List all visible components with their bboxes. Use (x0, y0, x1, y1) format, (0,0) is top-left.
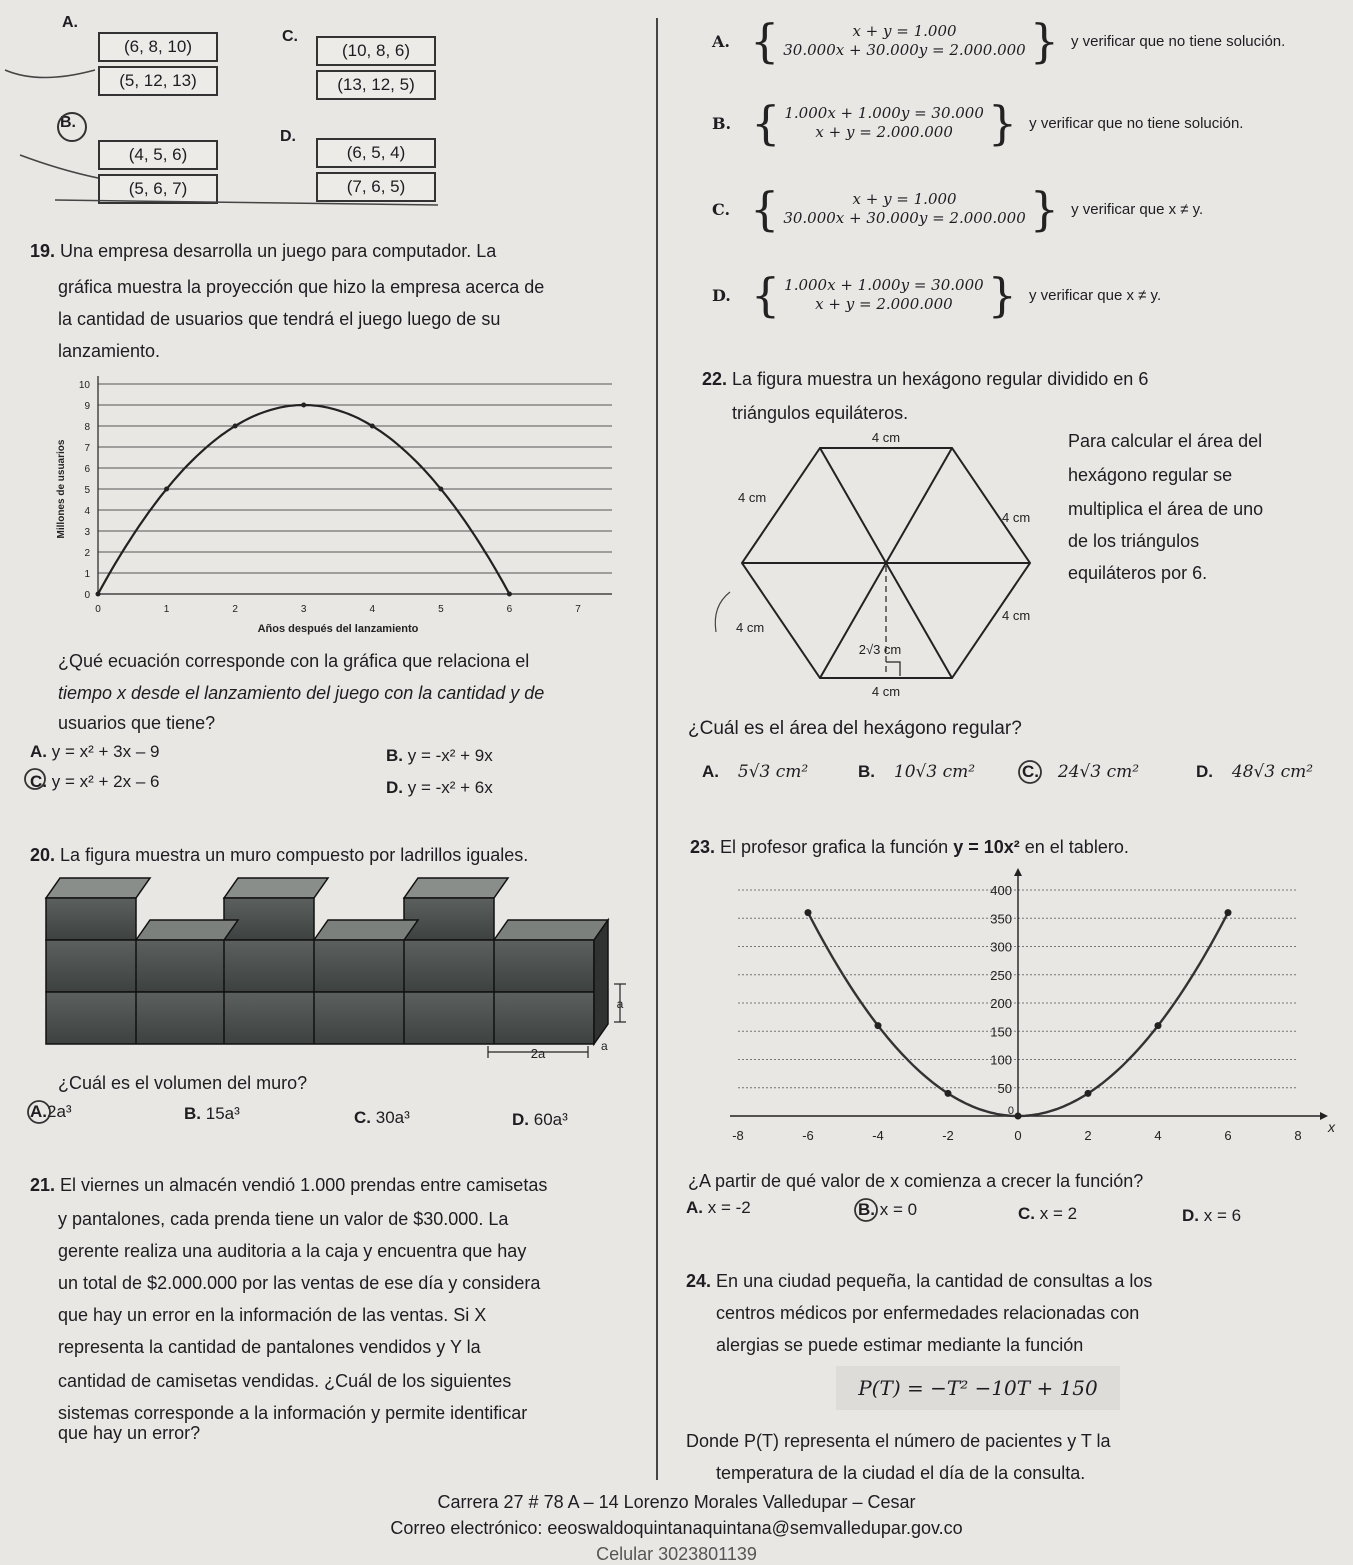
q20-statement: La figura muestra un muro compuesto por ladrillos iguales. (60, 845, 529, 865)
q23-y-tick-label: 150 (990, 1024, 1012, 1040)
q22-label-top: 4 cm (871, 430, 901, 445)
q19-data-point (438, 487, 443, 492)
q22-label-lower-left: 4 cm (736, 620, 765, 635)
q19-x-tick-label: 6 (506, 604, 513, 615)
q19-text-line1 (30, 238, 650, 264)
q22-text-line1 (702, 366, 1342, 392)
column-divider (656, 18, 658, 1480)
q21-option-a[interactable]: A. { x + y = 1.000 30.000x + 30.000y = 2.000.000 } y verificar que no tiene solución. (712, 14, 1286, 68)
q19-text-line4: lanzamiento. (58, 341, 161, 361)
q22-option-c-mark (1016, 758, 1044, 786)
q23-y-tick-label: 0 (1007, 1105, 1014, 1117)
q19-option-d[interactable]: D. y = -x² + 6x (386, 778, 493, 797)
q22-label-upper-right: 4 cm (1002, 510, 1031, 525)
q19-y-tick-label: 4 (84, 506, 90, 517)
q19-option-a[interactable]: A. y = x² + 3x – 9 (30, 742, 160, 761)
q21-line-7: cantidad de camisetas vendidas. ¿Cuál de los siguientes (58, 1371, 512, 1391)
q21-option-c[interactable]: C. { x + y = 1.000 30.000x + 30.000y = 2.000.000 } y verificar que x ≠ y. (712, 182, 1204, 236)
q23-data-point (875, 1022, 882, 1029)
q23-y-tick-label: 300 (990, 939, 1012, 955)
q23-option-b-mark (852, 1196, 880, 1224)
q22-text-1: La figura muestra un hexágono regular dividido en 6 (732, 369, 1149, 389)
q22-label-bottom: 4 cm (871, 684, 901, 699)
q19-option-b[interactable]: B. y = -x² + 9x (386, 746, 493, 765)
q23-y-tick-label: 50 (997, 1080, 1012, 1096)
q18-option-a-row1: (6, 8, 10) (98, 32, 218, 62)
q24-line-3: alergias se puede estimar mediante la función (716, 1335, 1084, 1355)
q23-x-tick-label: -6 (802, 1128, 814, 1143)
q22-option-a[interactable]: A. 5√3 cm² (702, 762, 809, 782)
q19-x-tick-label: 5 (438, 604, 444, 615)
q19-x-tick-label: 7 (575, 604, 581, 615)
q21-line-4: un total de $2.000.000 por las ventas de ese día y considera (58, 1273, 541, 1293)
q23-x-tick-label: 6 (1224, 1128, 1232, 1143)
q19-x-tick-label: 3 (300, 604, 307, 615)
q19-chart (30, 370, 630, 642)
q19-question-2: tiempo x desde el lanzamiento del juego con la cantidad y de (58, 683, 545, 703)
q18-option-b-label: B. (60, 114, 76, 131)
q23-function: y = 10x² (953, 837, 1020, 857)
q24-number: 24. (686, 1271, 712, 1291)
q22-height-label: 2√3 cm (858, 642, 902, 657)
q23-data-point (1015, 1113, 1022, 1120)
q21-line-8: sistemas corresponde a la información y permite identificar (58, 1403, 528, 1423)
q20-option-d[interactable]: D. 60a³ (512, 1110, 568, 1129)
q19-y-tick-label: 10 (78, 380, 90, 391)
q18-option-c-label: C. (282, 28, 298, 45)
q22-question: ¿Cuál es el área del hexágono regular? (688, 718, 1022, 739)
q19-data-point (301, 403, 306, 408)
q23-question: ¿A partir de qué valor de x comienza a crecer la función? (688, 1171, 1144, 1191)
q21-line-6: representa la cantidad de pantalones vendidos y Y la (58, 1337, 481, 1357)
pencil-marks (0, 40, 440, 210)
q21-number: 21. (30, 1175, 56, 1195)
q21-text-0: El viernes un almacén vendió 1.000 prendas entre camisetas (60, 1175, 548, 1195)
q19-option-c-mark (22, 766, 48, 792)
q22-side-4: de los triángulos (1068, 531, 1200, 551)
q23-x-tick-label: -4 (872, 1128, 884, 1143)
footer-email: Correo electrónico: eeoswaldoquintanaquintana@semvalledupar.gov.co (390, 1518, 963, 1538)
q23-option-c[interactable]: C. x = 2 (1018, 1204, 1078, 1223)
q23-y-tick-label: 400 (990, 883, 1012, 898)
q23-y-tick-label: 200 (990, 996, 1012, 1011)
q22-option-c[interactable]: C. 24√3 cm² (1022, 762, 1140, 782)
q20-option-a-mark (25, 1098, 53, 1126)
q19-x-tick-label: 0 (95, 604, 101, 615)
q18-option-d-row1: (6, 5, 4) (316, 138, 436, 168)
q23-chart (700, 864, 1340, 1148)
q23-text-prefix: El profesor grafica la función (720, 837, 949, 857)
q24-after-1: Donde P(T) representa el número de pacientes y T la (686, 1431, 1111, 1451)
q19-option-c[interactable]: C. y = x² + 2x – 6 (30, 772, 160, 791)
q23-number: 23. (690, 837, 716, 857)
q21-line-2: y pantalones, cada prenda tiene un valor de $30.000. La (58, 1209, 509, 1229)
q23-option-d[interactable]: D. x = 6 (1182, 1206, 1242, 1225)
q23-y-tick-label: 250 (990, 967, 1012, 983)
footer-address: Carrera 27 # 78 A – 14 Lorenzo Morales Valledupar – Cesar (437, 1492, 916, 1512)
q23-y-tick-label: 100 (990, 1052, 1012, 1068)
q19-y-tick-label: 9 (84, 401, 90, 412)
q19-number: 19. (30, 241, 56, 261)
q23-text (690, 834, 1129, 860)
q18-option-c-row1: (10, 8, 6) (316, 36, 436, 66)
q19-y-tick-label: 5 (84, 485, 90, 496)
q24-after-2: temperatura de la ciudad el día de la consulta. (716, 1463, 1086, 1483)
q22-label-upper-left: 4 cm (738, 490, 767, 505)
q19-y-tick-label: 1 (84, 569, 90, 580)
q19-data-point (164, 487, 169, 492)
q19-y-axis-label: Millones de usuarios (56, 439, 67, 539)
q19-x-tick-label: 4 (369, 604, 376, 615)
q19-x-tick-label: 1 (163, 604, 170, 615)
q22-label-lower-right: 4 cm (1002, 608, 1031, 623)
q18-option-a-row2: (5, 12, 13) (98, 66, 218, 96)
q24-line-2: centros médicos por enfermedades relacionadas con (716, 1303, 1140, 1323)
q24-text-0: En una ciudad pequeña, la cantidad de consultas a los (716, 1271, 1153, 1291)
q20-option-a[interactable]: A.2a³ (30, 1102, 72, 1121)
q18-option-b-row1: (4, 5, 6) (98, 140, 218, 170)
q19-curve (98, 405, 509, 594)
q19-y-tick-label: 7 (84, 443, 90, 454)
q22-side-2: hexágono regular se (1068, 465, 1233, 485)
q18-option-a-label: A. (62, 14, 78, 31)
q19-text-line3: la cantidad de usuarios que tendrá el juego luego de su (58, 309, 501, 329)
q23-y-tick-label: 350 (990, 911, 1012, 927)
q23-data-point (805, 909, 812, 916)
footer-phone: Celular 3023801139 (596, 1544, 757, 1564)
q19-question-3: usuarios que tiene? (58, 713, 216, 733)
q23-x-tick-label: -2 (942, 1128, 954, 1143)
q19-y-tick-label: 0 (84, 590, 90, 601)
q23-x-tick-label: 4 (1154, 1128, 1162, 1143)
q19-x-tick-label: 2 (232, 604, 238, 615)
q20-option-c[interactable]: C. 30a³ (354, 1108, 410, 1127)
q23-data-point (945, 1090, 952, 1097)
q18-option-d-label: D. (280, 128, 296, 145)
q21-line-1 (30, 1172, 650, 1198)
q19-y-tick-label: 3 (84, 527, 90, 538)
q21-line-5: que hay un error en la información de las ventas. Si X (58, 1305, 487, 1325)
q22-text-line2: triángulos equiláteros. (732, 403, 909, 423)
q19-question-1: ¿Qué ecuación corresponde con la gráfica que relaciona el (58, 651, 530, 671)
q23-option-b[interactable]: B. x = 0 (858, 1200, 918, 1219)
q23-option-a[interactable]: A. x = -2 (686, 1198, 751, 1217)
q18-option-d-row2: (7, 6, 5) (316, 172, 436, 202)
q22-side-3: multiplica el área de uno (1068, 499, 1264, 519)
q19-y-tick-label: 6 (84, 464, 90, 475)
q23-y-axis-arrow (1014, 868, 1022, 876)
q23-x-tick-label: 0 (1014, 1128, 1022, 1143)
q21-line-3: gerente realiza una auditoria a la caja y encuentra que hay (58, 1241, 527, 1261)
q20-dim-a-depth: a (601, 1039, 608, 1053)
q20-brick-wall (38, 872, 638, 1068)
q23-x-tick-label: 2 (1084, 1128, 1092, 1143)
q20-question: ¿Cuál es el volumen del muro? (58, 1073, 308, 1093)
q19-x-axis-label: Años después del lanzamiento (257, 623, 419, 635)
q20-option-b[interactable]: B. 15a³ (184, 1104, 240, 1123)
q21-option-d[interactable]: D. { 1.000x + 1.000y = 30.000 x + y = 2.000.000 } y verificar que x ≠ y. (712, 268, 1162, 322)
q19-text-line2: gráfica muestra la proyección que hizo la empresa acerca de (58, 277, 545, 297)
q20-dim-a: a (616, 997, 624, 1011)
q20-number: 20. (30, 845, 56, 865)
q22-side-5: equiláteros por 6. (1068, 563, 1208, 583)
q20-text (30, 842, 528, 868)
q23-x-tick-label: 8 (1294, 1128, 1302, 1143)
q23-x-axis-label: x (1328, 1119, 1335, 1135)
q23-data-point (1155, 1022, 1162, 1029)
q22-hexagon (700, 426, 1070, 700)
q23-x-tick-label: -8 (732, 1128, 744, 1143)
q19-text-1: Una empresa desarrolla un juego para computador. La (60, 241, 497, 261)
q24-formula: P(T) = −T² −10T + 150 (836, 1366, 1120, 1410)
q23-data-point (1085, 1090, 1092, 1097)
q21-line-9: que hay un error? (58, 1423, 201, 1443)
q22-option-b[interactable]: B. 10√3 cm² (858, 762, 976, 782)
q20-dim-2a: 2a (530, 1046, 546, 1061)
q18-option-c-row2: (13, 12, 5) (316, 70, 436, 100)
q23-text-suffix: en el tablero. (1024, 837, 1129, 857)
q19-y-tick-label: 2 (84, 548, 90, 559)
q22-number: 22. (702, 369, 728, 389)
q22-side-1: Para calcular el área del (1068, 431, 1263, 451)
q24-line-1 (686, 1268, 1346, 1294)
q19-data-point (233, 424, 238, 429)
q23-data-point (1225, 909, 1232, 916)
q19-y-tick-label: 8 (84, 422, 90, 433)
q22-option-d[interactable]: D. 48√3 cm² (1196, 762, 1314, 782)
q19-data-point (96, 592, 101, 597)
q23-x-axis-arrow (1320, 1112, 1328, 1120)
q21-option-b[interactable]: B. { 1.000x + 1.000y = 30.000 x + y = 2.000.000 } y verificar que no tiene solución. (712, 96, 1244, 150)
q19-data-point (507, 592, 512, 597)
q19-data-point (370, 424, 375, 429)
q18-option-b-row2: (5, 6, 7) (98, 174, 218, 204)
